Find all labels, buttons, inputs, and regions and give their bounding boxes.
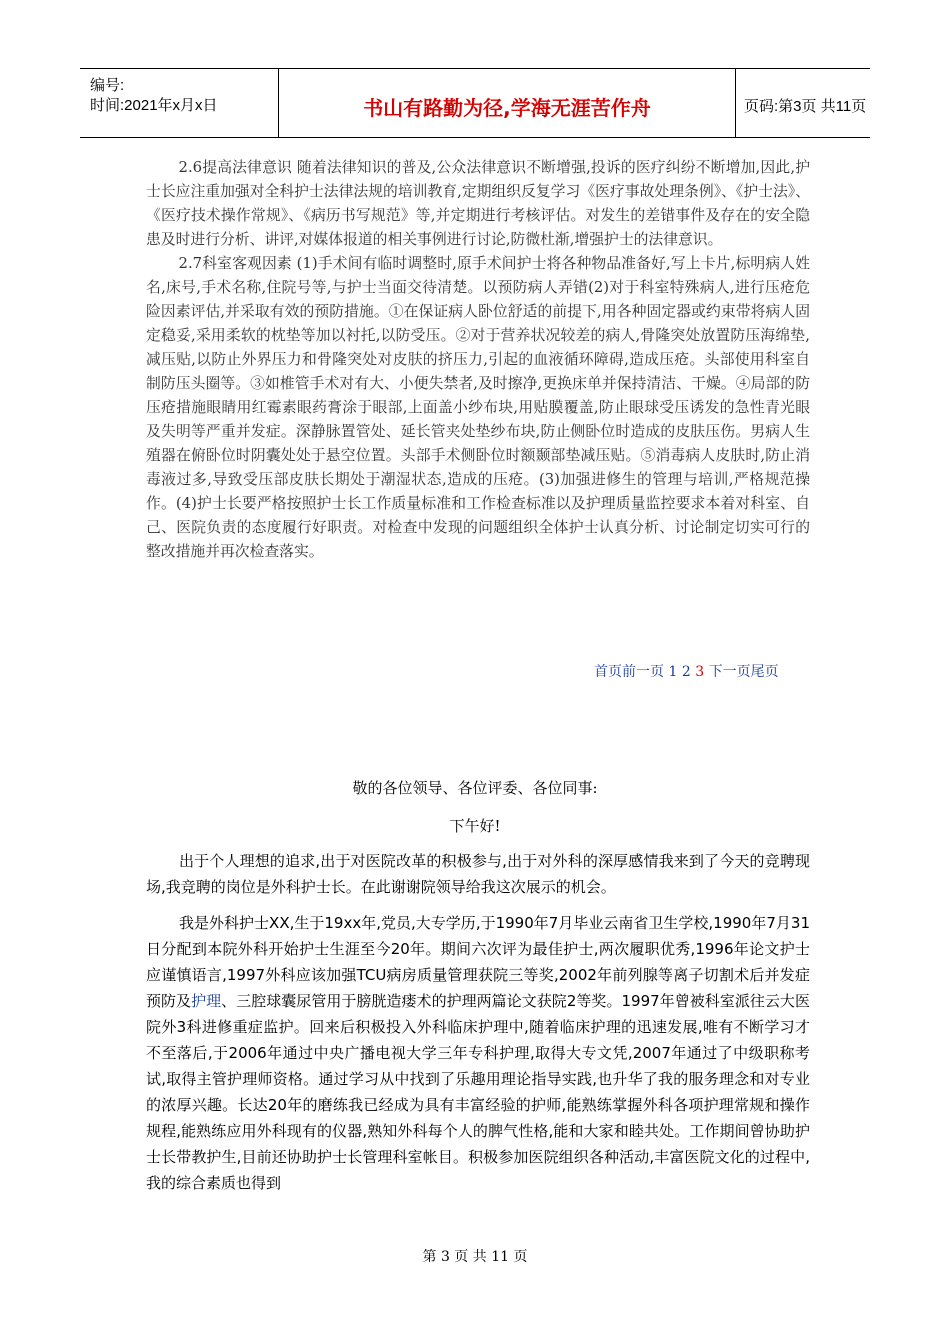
document-time-label: 时间:2021年x月x日 [90, 97, 218, 114]
speech-salutation: 敬的各位领导、各位评委、各位同事: [352, 779, 598, 797]
document-number-label: 编号: [90, 77, 125, 94]
pager-prev-link[interactable]: 前一页 [622, 664, 664, 680]
header-table [80, 68, 870, 138]
page-footer: 第 3 页 共 11 页 [422, 1249, 528, 1265]
header-slogan: 书山有路勤为径,学海无涯苦作舟 [363, 96, 651, 120]
speech-paragraph-1-text: 出于个人理想的追求,出于对医院改革的积极参与,出于对外科的深厚感情我来到了今天的竞聘现场,我竞聘的岗位是外科护士长。在此谢谢院领导给我这次展示的机会。 [146, 852, 810, 896]
header-page-number: 页码:第3页 共11页 [744, 98, 867, 115]
article-section [146, 156, 810, 564]
paragraph-2-7: 2.7科室客观因素 (1)手术间有临时调整时,原手术间护士将各种物品准备好,写上卡片,标明病人姓名,床号,手术名称,住院号等,与护士当面交待清楚。以预防病人弄错(2)对于科室特殊病人,进行压疮危险因素评估,并采取有效的预防措施。①在保证病人卧位舒适的前提下,用各种固定器或约束带将病人固定稳妥,采用柔软的枕垫等加以衬托,以防受压。②对于营养状况较差的病人,骨隆突处放置防压海绵垫,减压贴,以防止外界压力和骨隆突处对皮肤的挤压力,引起的血液循环障碍,造成压疮。头部使用科室自制防压头圈等。③如椎管手术对有大、小便失禁者,及时擦净,更换床单并保持清洁、干燥。④局部的防压疮措施眼睛用红霉素眼药膏涂于眼部,上面盖小纱布块,用贴膜覆盖,防止眼球受压诱发的急性青光眼及失明等严重并发症。深静脉置管处、延长管夹处垫纱布块,防止侧卧位时造成的皮肤压伤。男病人生殖器在俯卧位时阴囊处处于悬空位置。头部手术侧卧位时额颞部垫减压贴。⑤消毒病人皮肤时,防止消毒液过多,导致受压部皮肤长期处于潮湿状态,造成的压疮。(3)加强进修生的管理与培训,严格规范操作。(4)护士长要严格按照护士长工作质量标准和工作检查标准以及护理质量监控要求本着对科室、自己、医院负责的态度履行好职责。对检查中发现的问题组织全体护士认真分析、讨论制定切实可行的整改措施并再次检查落实。 [146, 255, 810, 560]
header-page-cell [736, 69, 870, 137]
paragraph-2-6: 2.6提高法律意识 随着法律知识的普及,公众法律意识不断增强,投诉的医疗纠纷不断增加,因此,护士长应注重加强对全科护士法律法规的培训教育,定期组织反复学习《医疗事故处理条例》、《护士法》、《医疗技术操作常规》、《病历书写规范》等,并定期进行考核评估。对发生的差错事件及存在的安全隐患及时进行分析、讲评,对媒体报道的相关事例进行讨论,防微杜渐,增强护士的法律意识。 [146, 159, 810, 248]
speech-greeting: 下午好! [449, 817, 501, 835]
speech-paragraph-2 [146, 910, 810, 1196]
speech-paragraph-2-text-a: 我是外科护士XX,生于19xx年,党员,大专学历,于1990年7月毕业云南省卫生学校,1990年7月31日分配到本院外科开始护士生涯至今20年。期间六次评为最佳护士,两次履职优秀,1996年论文护士应谨慎语言,1997外科应该加强TCU病房质量管理获院三等奖,2002年前列腺等离子切割术后并发症预防及 [146, 914, 810, 1010]
header-info-cell [80, 69, 278, 137]
speech-paragraph-2-text-b: 、三腔球囊尿管用于膀胱造瘘术的护理两篇论文获院2等奖。1997年曾被科室派往云大医院外3科进修重症监护。回来后积极投入外科临床护理中,随着临床护理的迅速发展,唯有不断学习才不至落后,于2006年通过中央广播电视大学三年专科护理,取得大专文凭,2007年通过了中级职称考试,取得主管护理师资格。通过学习从中找到了乐趣用理论指导实践,也升华了我的服务理念和对专业的浓厚兴趣。长达20年的磨练我已经成为具有丰富经验的护师,能熟练掌握外科各项护理常规和操作规程,能熟练应用外科现有的仪器,熟知外科每个人的脾气性格,能和大家和睦共处。工作期间曾协助护士长带教护生,目前还协助护士长管理科室帐目。积极参加医院组织各种活动,丰富医院文化的过程中,我的综合素质也得到 [146, 992, 810, 1192]
pager-last-link[interactable]: 尾页 [750, 664, 779, 680]
pager-first-link[interactable]: 首页 [594, 664, 622, 680]
pager-page-2[interactable]: 2 [681, 664, 691, 680]
header-slogan-cell [278, 69, 736, 137]
pagination [594, 661, 779, 681]
speech-paragraph-1 [146, 848, 810, 900]
pager-page-3-current: 3 [695, 664, 705, 680]
pager-page-1[interactable]: 1 [668, 664, 678, 680]
nursing-link[interactable]: 护理 [191, 992, 222, 1010]
pager-next-link[interactable]: 下一页 [708, 664, 751, 680]
